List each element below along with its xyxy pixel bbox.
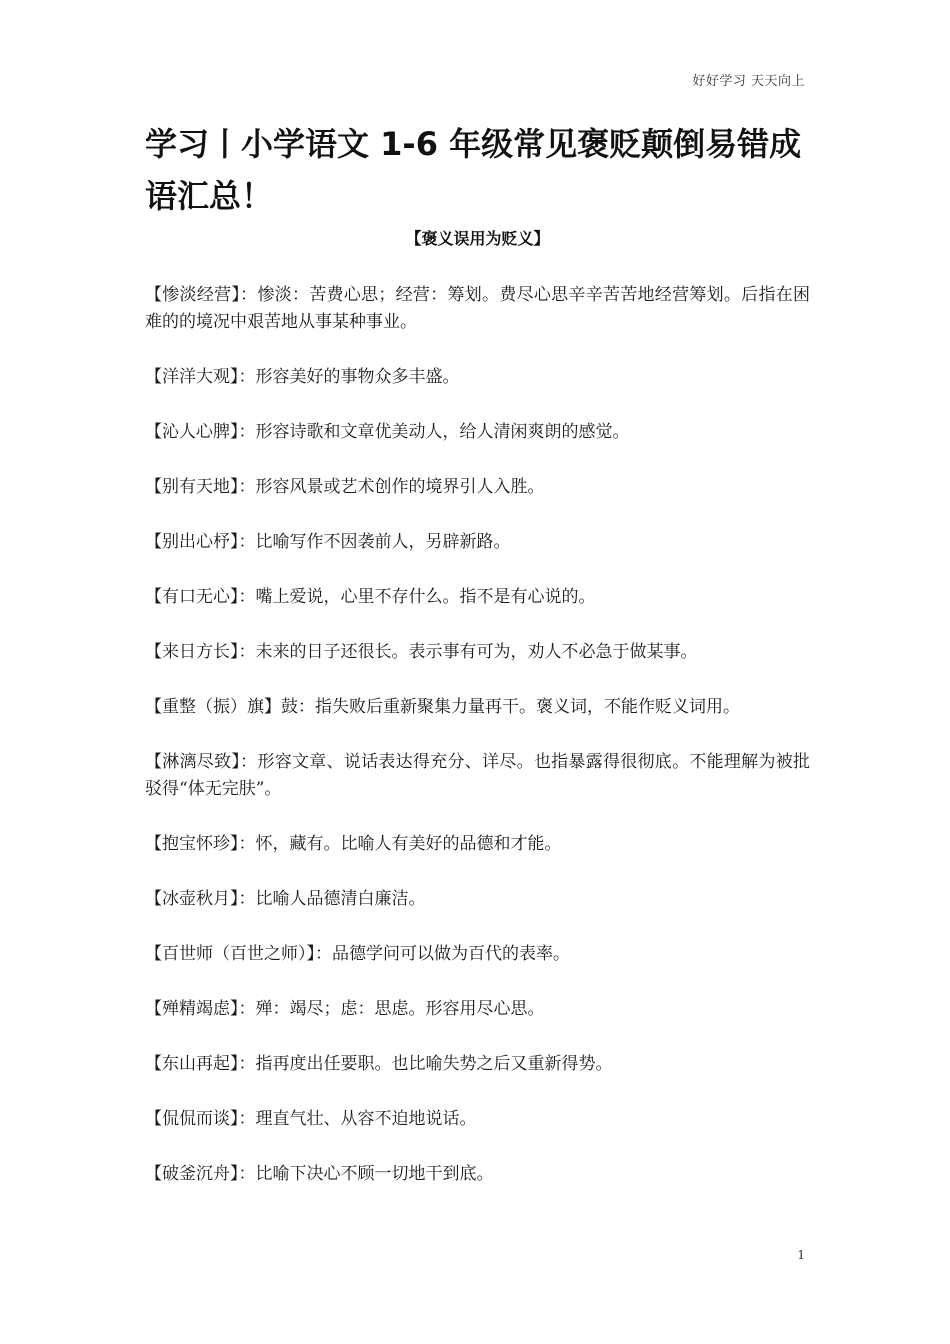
idiom-definition: ：嘴上爱说，心里不存什么。指不是有心说的。 (238, 587, 596, 607)
document-title: 学习丨小学语文 1-6 年级常见褒贬颠倒易错成语汇总！ (145, 125, 802, 215)
idiom-entry (145, 1051, 810, 1078)
idiom-entry (145, 1161, 810, 1188)
running-header: 好好学习 天天向上 (692, 74, 805, 89)
idiom-entry (145, 364, 810, 391)
idiom-term: 【沁人心脾】 (145, 422, 239, 442)
idiom-entry (145, 996, 810, 1023)
idiom-definition: ：怀，藏有。比喻人有美好的品德和才能。 (238, 834, 562, 854)
idiom-definition: 鼓：指失败后重新聚集力量再干。褒义词，不能作贬义词用。 (281, 697, 740, 717)
section-heading: 【褒义误用为贬义】 (405, 229, 550, 248)
idiom-term: 【来日方长】 (145, 642, 239, 662)
idiom-term: 【冰壶秋月】 (145, 889, 239, 909)
idiom-term: 【重整（振）旗】 (145, 697, 281, 717)
idiom-term: 【侃侃而谈】 (145, 1109, 239, 1129)
idiom-term: 【破釜沉舟】 (145, 1164, 239, 1184)
idiom-definition: ：形容文章、说话表达得充分、详尽。也指暴露得很彻底。不能理解为被批驳得“体无完肤”。 (145, 752, 811, 799)
idiom-entry (145, 639, 810, 666)
idiom-definition: ：比喻下决心不顾一切地干到底。 (238, 1164, 494, 1184)
idiom-term: 【洋洋大观】 (145, 367, 239, 387)
idiom-list (145, 282, 810, 1216)
idiom-term: 【淋漓尽致】 (145, 752, 241, 772)
idiom-entry (145, 474, 810, 501)
idiom-definition: ：理直气壮、从容不迫地说话。 (238, 1109, 477, 1129)
idiom-definition: ：比喻人品德清白廉洁。 (238, 889, 426, 909)
idiom-entry (145, 529, 810, 556)
idiom-term: 【别出心杼】 (145, 532, 239, 552)
page-number: 1 (797, 1248, 805, 1262)
idiom-definition: ：指再度出任要职。也比喻失势之后又重新得势。 (238, 1054, 613, 1074)
idiom-entry (145, 941, 810, 968)
idiom-definition: ：形容诗歌和文章优美动人，给人清闲爽朗的感觉。 (238, 422, 630, 442)
idiom-definition: ：形容美好的事物众多丰盛。 (238, 367, 460, 387)
idiom-entry (145, 831, 810, 858)
idiom-definition: ：品德学问可以做为百代的表率。 (315, 944, 570, 964)
idiom-entry (145, 282, 810, 336)
idiom-entry (145, 886, 810, 913)
idiom-term: 【别有天地】 (145, 477, 239, 497)
idiom-term: 【抱宝怀珍】 (145, 834, 239, 854)
idiom-term: 【东山再起】 (145, 1054, 239, 1074)
idiom-term: 【百世师（百世之师）】 (145, 944, 315, 964)
idiom-term: 【惨淡经营】 (145, 285, 241, 305)
idiom-definition: ：形容风景或艺术创作的境界引人入胜。 (238, 477, 545, 497)
idiom-term: 【有口无心】 (145, 587, 239, 607)
idiom-entry (145, 584, 810, 611)
idiom-entry (145, 694, 810, 721)
idiom-entry (145, 749, 810, 803)
idiom-definition: ：惨淡：苦费心思；经营：筹划。费尽心思辛辛苦苦地经营筹划。后指在困难的的境况中艰苦地从事某种事业。 (145, 285, 811, 332)
idiom-term: 【殚精竭虑】 (145, 999, 239, 1019)
idiom-definition: ：比喻写作不因袭前人，另辟新路。 (238, 532, 511, 552)
idiom-entry (145, 1106, 810, 1133)
idiom-definition: ：殚：竭尽；虑：思虑。形容用尽心思。 (238, 999, 545, 1019)
idiom-definition: ：未来的日子还很长。表示事有可为，劝人不必急于做某事。 (238, 642, 698, 662)
idiom-entry (145, 419, 810, 446)
